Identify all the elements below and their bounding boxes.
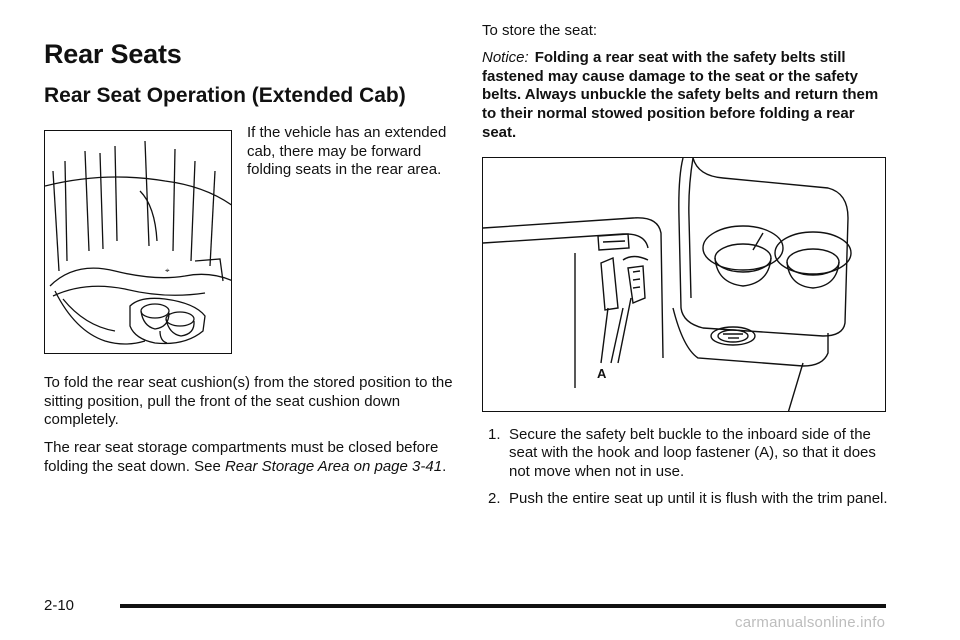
- list-item: [482, 426, 892, 482]
- fold-paragraph: To fold the rear seat cushion(s) from the stored position to the sitting position, pull the front of the seat cushion down completely.: [44, 373, 453, 429]
- figure-1-caption: If the vehicle has an extended cab, there may be forward folding seats in the rear area.: [247, 123, 447, 179]
- svg-text:⌖: ⌖: [165, 265, 170, 275]
- page-number: 2-10: [44, 597, 75, 614]
- store-steps-list: [482, 426, 892, 509]
- notice-label: Notice:: [482, 48, 529, 66]
- watermark: carmanualsonline.info: [735, 614, 886, 631]
- list-item: [482, 490, 892, 509]
- notice-text: Folding a rear seat with the safety belts still fastened may cause damage to the seat or the safety belts. Always unbuckle the safety belts and return them to their normal stowed position before folding a rear seat.: [482, 48, 879, 141]
- notice-paragraph: [482, 49, 892, 143]
- store-intro: To store the seat:: [482, 22, 598, 39]
- step-number: 2.: [488, 489, 501, 507]
- rear-seat-line-drawing: [45, 131, 232, 354]
- rear-seat-illustration: [44, 130, 232, 354]
- compartment-paragraph: [44, 439, 454, 477]
- compartment-text: The rear seat storage compartments must be closed before folding the seat down. See: [44, 439, 439, 475]
- section-heading: Rear Seat Operation (Extended Cab): [44, 83, 406, 107]
- page-title: Rear Seats: [44, 39, 182, 69]
- left-column: [44, 40, 454, 477]
- fastener-label-a: A: [597, 365, 607, 381]
- seat-belt-fastener-illustration: [482, 157, 886, 412]
- storage-area-reference: Rear Storage Area on page 3-41: [224, 457, 443, 475]
- right-column: [482, 22, 892, 517]
- compartment-text-end: .: [442, 457, 447, 475]
- step-text: Push the entire seat up until it is flush with the trim panel.: [509, 489, 888, 507]
- figure-1-block: [44, 123, 454, 356]
- footer-divider: [120, 604, 886, 608]
- step-number: 1.: [488, 425, 501, 443]
- fastener-line-drawing: [483, 158, 886, 412]
- step-text: Secure the safety belt buckle to the inboard side of the seat with the hook and loop fastener (A), so that it does not move when not in use.: [509, 425, 876, 480]
